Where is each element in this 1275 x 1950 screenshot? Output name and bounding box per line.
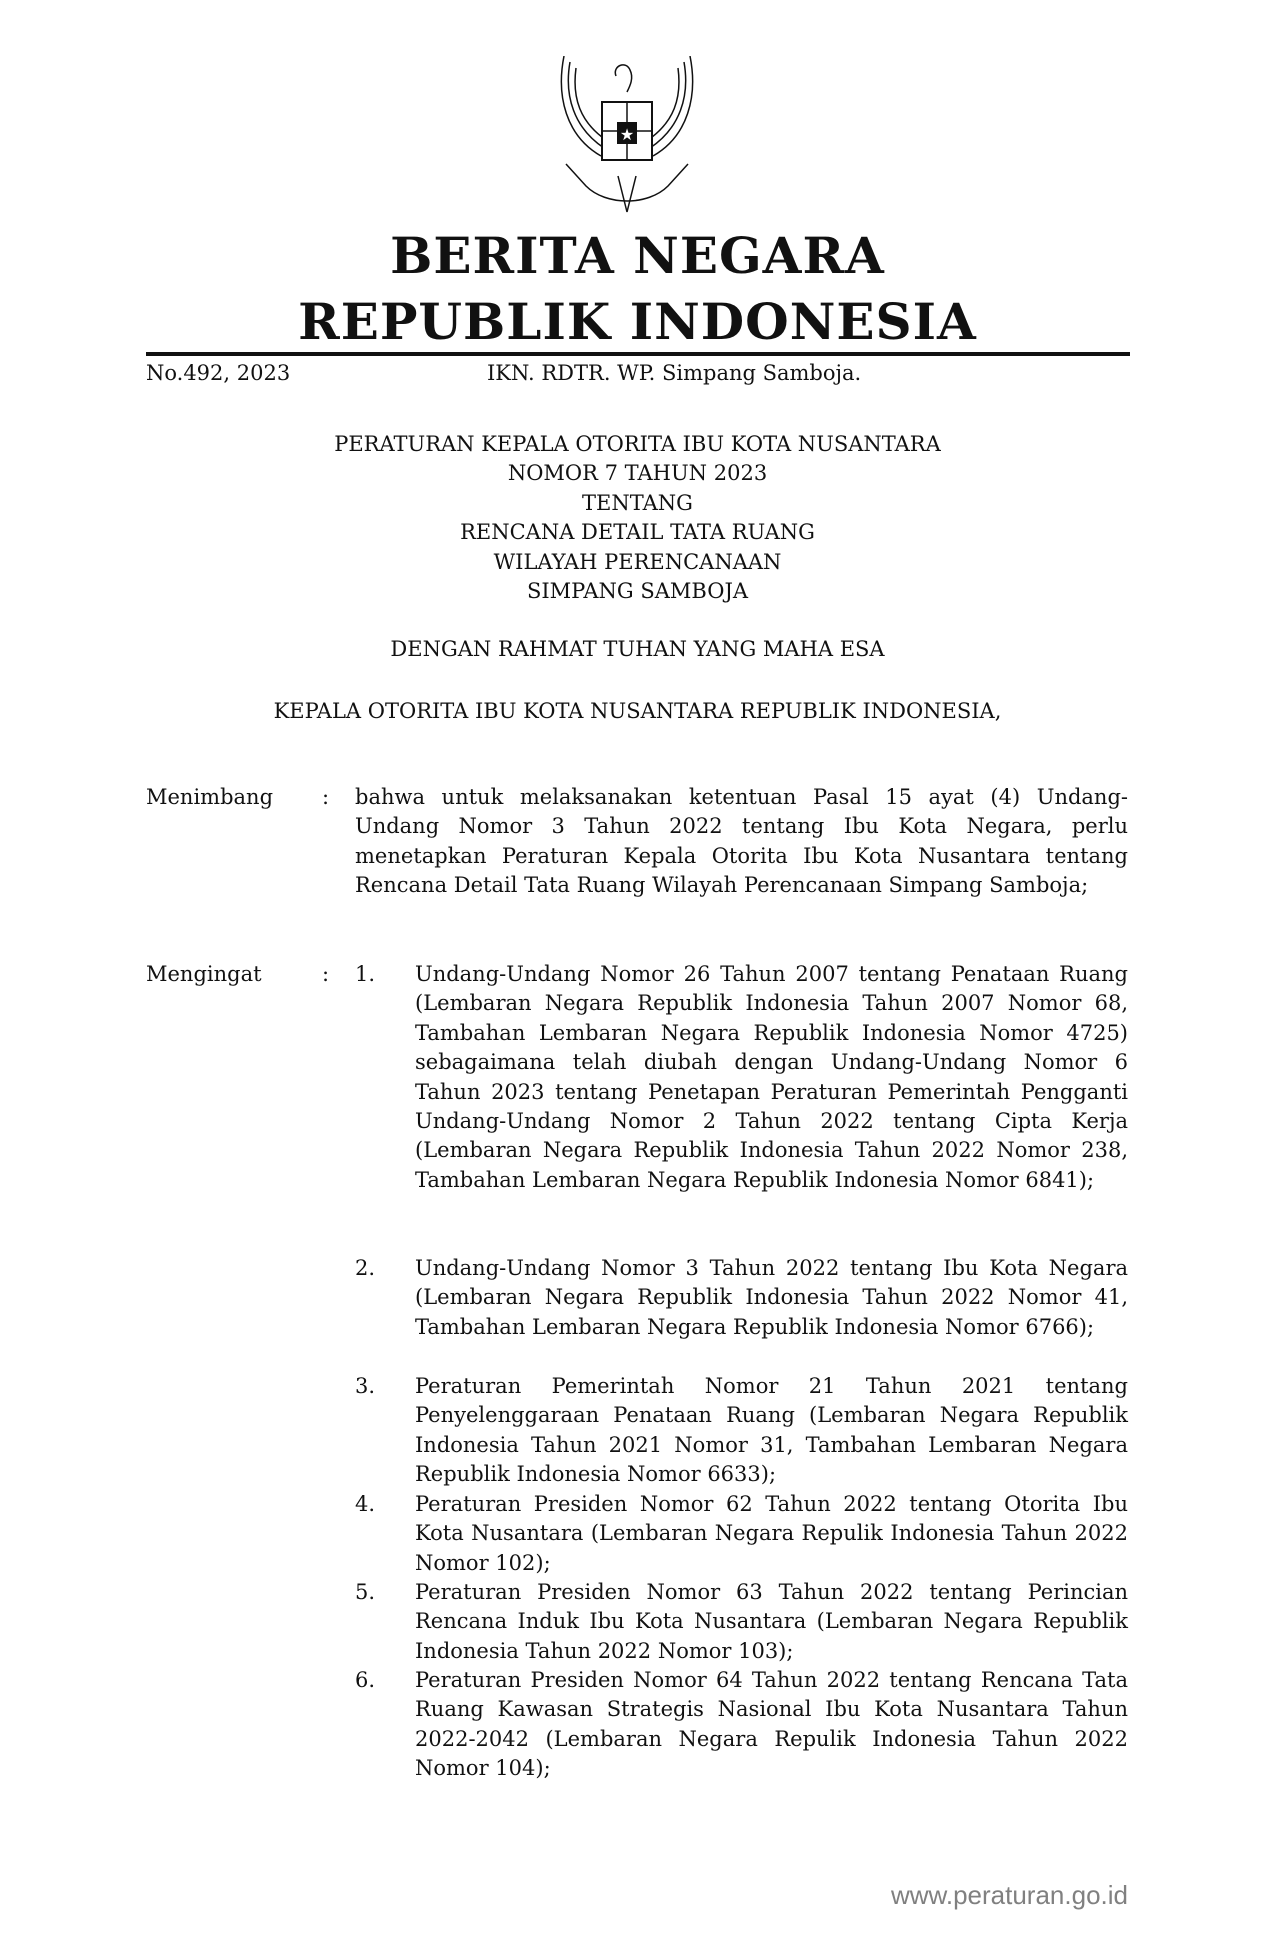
garuda-emblem-icon	[556, 56, 698, 214]
list-item: Peraturan Pemerintah Nomor 21 Tahun 2021 tentang Penyelenggaraan Penataan Ruang (Lembaran Negara Republik Indonesia Tahun 2021 Nomor 31, Tambahan Lembaran Negara Republik Indonesia Nomor 6633);	[415, 1374, 1128, 1487]
list-item-number: 2.	[355, 1256, 376, 1280]
regulation-line: TENTANG	[582, 490, 693, 515]
svg-text:★: ★	[619, 125, 635, 144]
list-item-number: 5.	[355, 1580, 376, 1604]
gazette-number: No.492, 2023	[146, 361, 291, 385]
list-item-number: 6.	[355, 1668, 376, 1692]
menimbang-colon: :	[322, 785, 330, 809]
list-item: Peraturan Presiden Nomor 62 Tahun 2022 tentang Otorita Ibu Kota Nusantara (Lembaran Negara Repulik Indonesia Tahun 2022 Nomor 102);	[415, 1492, 1128, 1575]
invocation: DENGAN RAHMAT TUHAN YANG MAHA ESA	[390, 637, 885, 661]
regulation-line: SIMPANG SAMBOJA	[526, 579, 749, 604]
menimbang-label: Menimbang	[146, 785, 274, 809]
footer-website: www.peraturan.go.id	[890, 1880, 1128, 1910]
gazette-title-line1: BERITA NEGARA	[390, 226, 885, 285]
list-item: Peraturan Presiden Nomor 63 Tahun 2022 tentang Perincian Rencana Induk Ibu Kota Nusantara (Lembaran Negara Republik Indonesia Tahun 2022 Nomor 103);	[415, 1580, 1128, 1663]
regulation-line: WILAYAH PERENCANAAN	[493, 549, 782, 574]
list-item: Undang-Undang Nomor 26 Tahun 2007 tentang Penataan Ruang (Lembaran Negara Republik Indonesia Tahun 2007 Nomor 68, Tambahan Lembaran Negara Republik Indonesia Nomor 4725) sebagaimana telah diubah dengan Undang-Undang Nomor 6 Tahun 2023 tentang Penetapan Peraturan Pemerintah Pengganti Undang-Undang Nomor 2 Tahun 2022 tentang Cipta Kerja (Lembaran Negara Republik Indonesia Tahun 2022 Nomor 238, Tambahan Lembaran Negara Republik Indonesia Nomor 6841);	[415, 962, 1128, 1192]
mengingat-colon: :	[322, 962, 330, 986]
list-item-number: 4.	[355, 1492, 376, 1516]
list-item-number: 3.	[355, 1374, 376, 1398]
list-item: Undang-Undang Nomor 3 Tahun 2022 tentang Ibu Kota Negara (Lembaran Negara Republik Indonesia Tahun 2022 Nomor 41, Tambahan Lembaran Negara Republik Indonesia Nomor 6766);	[415, 1256, 1128, 1339]
list-item: Peraturan Presiden Nomor 64 Tahun 2022 tentang Rencana Tata Ruang Kawasan Strategis Nasional Ibu Kota Nusantara Tahun 2022-2042 (Lembaran Negara Repulik Indonesia Tahun 2022 Nomor 104);	[415, 1668, 1128, 1781]
regulation-line: PERATURAN KEPALA OTORITA IBU KOTA NUSANTARA	[334, 432, 941, 456]
regulation-title	[0, 430, 1275, 606]
list-item-number: 1.	[355, 962, 376, 986]
regulation-line: RENCANA DETAIL TATA RUANG	[460, 520, 815, 545]
regulation-line: NOMOR 7 TAHUN 2023	[507, 461, 768, 486]
header-divider	[146, 352, 1130, 356]
authority: KEPALA OTORITA IBU KOTA NUSANTARA REPUBLIK INDONESIA,	[273, 699, 1002, 723]
menimbang-text: bahwa untuk melaksanakan ketentuan Pasal 15 ayat (4) Undang-Undang Nomor 3 Tahun 2022 tentang Ibu Kota Negara, perlu menetapkan Peraturan Kepala Otorita Ibu Kota Nusantara tentang Rencana Detail Tata Ruang Wilayah Perencanaan Simpang Samboja;	[355, 785, 1128, 898]
gazette-subject: IKN. RDTR. WP. Simpang Samboja.	[487, 361, 862, 385]
mengingat-label: Mengingat	[146, 962, 262, 986]
gazette-title-line2: REPUBLIK INDONESIA	[298, 292, 977, 351]
